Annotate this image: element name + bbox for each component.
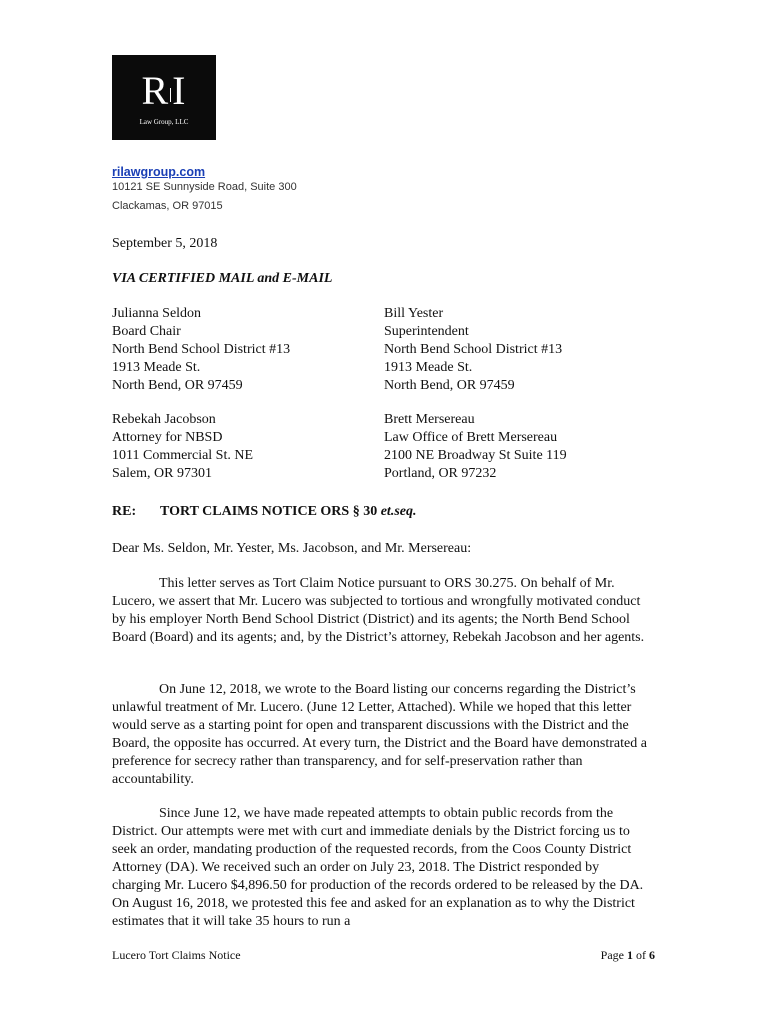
recipient-city: North Bend, OR 97459 xyxy=(384,378,515,393)
firm-logo xyxy=(112,55,216,140)
recipient-title: Law Office of Brett Mersereau xyxy=(384,430,558,445)
recipient-street: 1913 Meade St. xyxy=(384,360,473,375)
website-link[interactable]: rilawgroup.com xyxy=(112,165,206,179)
recipient-name: Bill Yester xyxy=(384,306,444,321)
re-label: RE: xyxy=(112,504,137,519)
page-total: 6 xyxy=(649,948,655,962)
recipient-name: Rebekah Jacobson xyxy=(112,412,216,427)
address-line-1: 10121 SE Sunnyside Road, Suite 300 xyxy=(112,181,297,193)
recipient-block-4 xyxy=(384,411,567,483)
logo-mark xyxy=(112,68,216,113)
address-line-2: Clackamas, OR 97015 xyxy=(112,200,223,212)
delivery-method: VIA CERTIFIED MAIL and E-MAIL xyxy=(112,271,333,286)
recipient-city: Salem, OR 97301 xyxy=(112,466,212,481)
body-paragraph-2: On June 12, 2018, we wrote to the Board listing our concerns regarding the District’s unlawful treatment of Mr. Lucero. (June 12 Letter, Attached). While we hoped that this letter would serve as a starting point for open and transparent discussions with the District and the Board, the opposite has occurred. At every turn, the District and the Board have demonstrated a preference for secrecy rather than transparency, and for self-preservation rather than accountability. xyxy=(112,682,647,787)
body-paragraph-3: Since June 12, we have made repeated attempts to obtain public records from the District. Our attempts were met with curt and immediate denials by the District forcing us to seek an order, mandating production of the requested records, from the Coos County District Attorney (DA). We received such an order on July 23, 2018. The District responded by charging Mr. Lucero $4,896.50 for production of the records ordered to be released by the DA. On August 16, 2018, we protested this fee and asked for an explanation as to why the District estimates that it will take 35 hours to run a xyxy=(112,806,644,929)
recipient-city: Portland, OR 97232 xyxy=(384,466,497,481)
recipient-street: 2100 NE Broadway St Suite 119 xyxy=(384,448,567,463)
logo-letter-i: I xyxy=(172,68,187,113)
footer-title: Lucero Tort Claims Notice xyxy=(112,948,241,962)
logo-subtitle: Law Group, LLC xyxy=(139,118,189,126)
re-subject-italic: et.seq. xyxy=(380,504,417,519)
recipient-street: 1011 Commercial St. NE xyxy=(112,448,254,463)
re-subject-text: TORT CLAIMS NOTICE ORS § 30 xyxy=(160,504,378,519)
letter-date: September 5, 2018 xyxy=(112,236,218,251)
recipient-title: Board Chair xyxy=(112,324,181,339)
recipient-block-3 xyxy=(112,411,253,483)
recipient-org: North Bend School District #13 xyxy=(384,342,563,357)
recipient-city: North Bend, OR 97459 xyxy=(112,378,243,393)
salutation: Dear Ms. Seldon, Mr. Yester, Ms. Jacobson, and Mr. Mersereau: xyxy=(112,541,472,556)
recipient-title: Attorney for NBSD xyxy=(112,430,223,445)
recipient-name: Brett Mersereau xyxy=(384,412,475,427)
recipient-block-2 xyxy=(384,305,562,395)
recipient-name: Julianna Seldon xyxy=(112,306,202,321)
recipient-block-1 xyxy=(112,305,290,395)
re-subject xyxy=(160,503,416,521)
logo-letter-r: R xyxy=(141,68,170,113)
page-label: Page xyxy=(600,948,624,962)
page-current: 1 xyxy=(627,948,633,962)
recipient-title: Superintendent xyxy=(384,324,469,339)
recipient-org: North Bend School District #13 xyxy=(112,342,291,357)
body-paragraph-1: This letter serves as Tort Claim Notice pursuant to ORS 30.275. On behalf of Mr. Lucero, we assert that Mr. Lucero was subjected to tortious and wrongfully motivated conduct by his employer North Bend School District (District) and its agents; the North Bend School Board (Board) and its agents; and, by the District’s attorney, Rebekah Jacobson and her agents. xyxy=(112,576,645,645)
footer-page-number xyxy=(601,948,655,963)
of-label: of xyxy=(636,948,646,962)
recipient-street: 1913 Meade St. xyxy=(112,360,201,375)
